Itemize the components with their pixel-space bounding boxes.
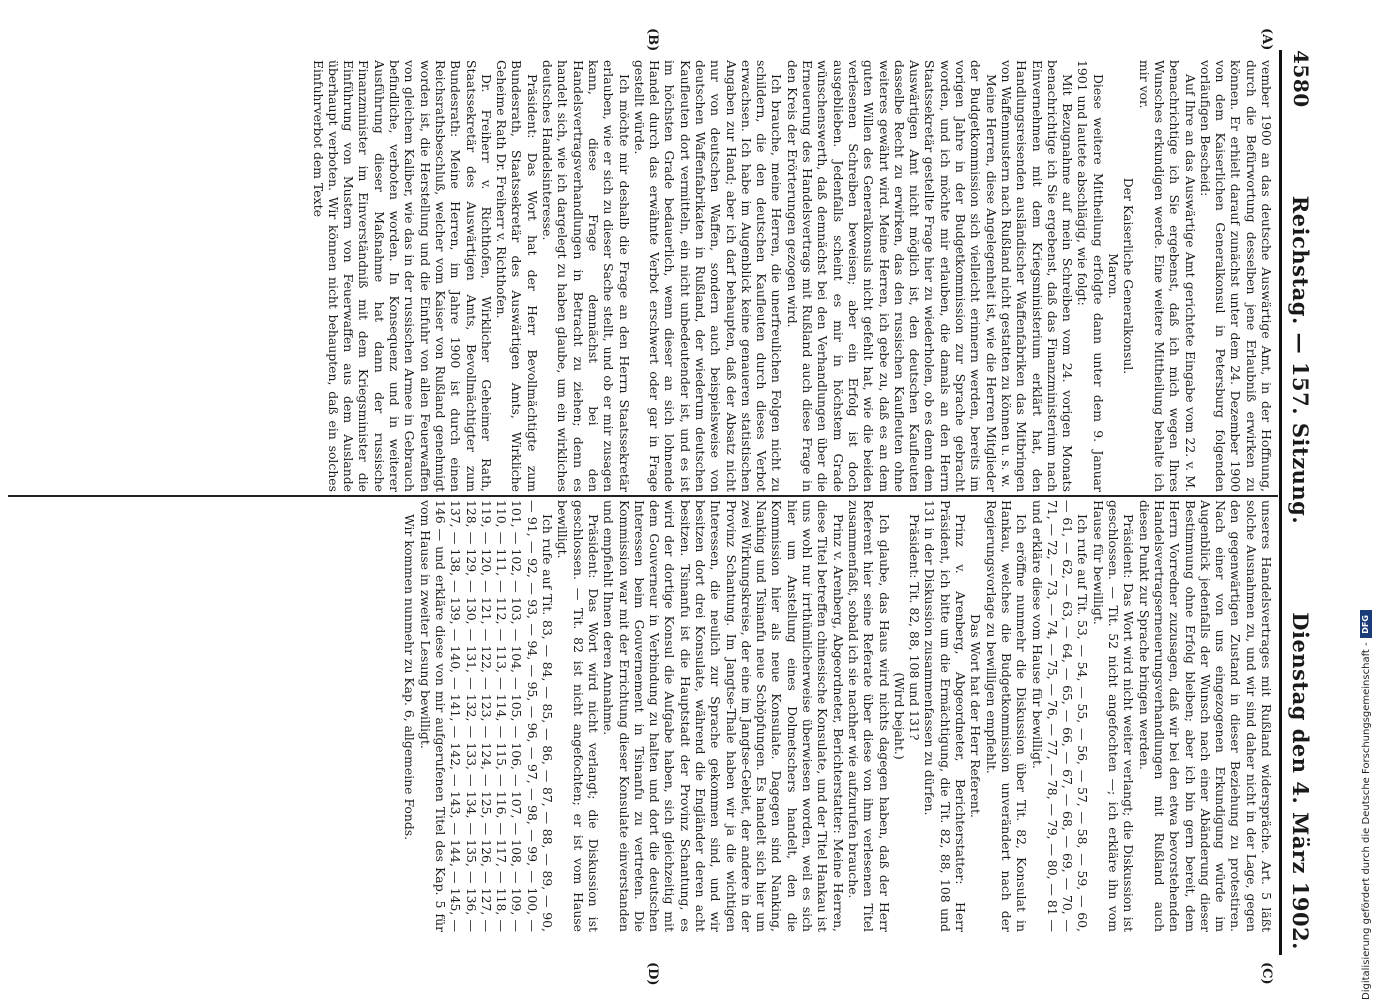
paragraph: Mit Bezugnahme auf mein Schreiben vom 24. vorigen Monats benachrichtige ich Sie ergebenst, daß das Finanzministerium nach Einvernehmen mit dem Kriegsministerium erklärt hat, den Handlungsreisenden ausländischer Waffenfabriken das Mitbringen von Waffenmustern nach Rußland nicht gestatten zu können u. s. w.	[998, 60, 1076, 492]
paragraph: Das Wort hat der Herr Referent.	[968, 614, 984, 818]
paragraph: Ich glaube, das Haus wird nichts dagegen haben, daß der Herr Referent hier seine Referate über diese von ihm verlesenen Titel zusammenfaßt, sobald ich sie nachher wie aufzurufen brauche.	[845, 500, 892, 932]
session-title: Reichstag. — 157. Sitzung.	[1288, 195, 1314, 525]
digitization-credit	[1360, 610, 1372, 1000]
paragraph: Diese weitere Mittheilung erfolgte dann unter dem 9. Januar 1901 und lautete abschlägig, wie folgt:	[1075, 60, 1106, 492]
paragraph: (Wird bejaht.)	[891, 672, 907, 760]
signature-title: Der Kaiserliche Generalkonsul.	[1121, 177, 1137, 375]
session-date: Dienstag den 4. März 1902.	[1288, 612, 1314, 950]
column-divider	[8, 495, 1278, 497]
paragraph: Präsident: Das Wort wird nicht verlangt; die Diskussion ist geschlossen. — Tit. 82 ist nicht angefochten; er ist vom Hause bewilligt.	[555, 500, 601, 932]
paragraph: Dr. Freiherr v. Richthofen, Wirklicher Geheimer Rath, Staatssekretär des Auswärtigen Amts, Bevollmächtigter zum Bundesrath: Meine Herren, im Jahre 1900 ist durch einen Reichsrathsbeschluß, welcher vom Kaiser von Rußland genehmigt worden ist, die Herstellung und die Einfuhr von allen Feuerwaffen von gleichem Kaliber, wie das in der russischen Armee in Gebrauch befindliche, verboten worden. In Konsequenz und in weiterer Ausführung dieser Maßnahme hat dann der russische Finanzminister im Einverständniß mit dem Kriegsminister die Einführung von Mustern von Feuerwaffen aus dem Auslande überhaupt verboten. Wir können nicht behaupten, daß ein solches Einfuhrverbot dem Texte	[310, 60, 494, 492]
right-column	[12, 500, 1274, 932]
paragraph: Ich möchte mir deshalb die Frage an den Herrn Staatssekretär erlauben, wie er sich zu dieser Sache stellt, und ob er mir zusagen kann, diese Frage demnächst bei den Handelsvertragsverhandlungen in Betracht zu ziehen; denn es handelt sich, wie ich dargelegt zu haben glaube, um ein wirkliches deutsches Handelsinteresse.	[540, 60, 632, 492]
page-number: 4580	[1289, 50, 1313, 108]
credit-text: Digitalisierung gefördert durch die Deutsche Forschungsgemeinschaft -	[1360, 642, 1372, 1000]
paragraph: Prinz v. Arenberg, Abgeordneter, Berichterstatter: Herr Präsident, ich bitte um die Ermächtigung, die Tit. 82, 88, 108 und 131 in der Diskussion zusammenfassen zu dürfen.	[922, 500, 969, 932]
paragraph: Ich brauche, meine Herren, die unerfreulichen Folgen nicht zu schildern, die den deutschen Kaufleuten durch dieses Verbot erwachsen. Ich habe im Augenblick keine genaueren statistischen Angaben zur Hand; aber ich darf behaupten, daß der Absatz nicht nur von deutschen Waffen, sondern auch beispielsweise von deutschen Waffenfabrikaten in Rußland, der wiederum deutschen Kaufleuten dort vermitteln, ein nicht unbedeutender ist, und es ist im höchsten Grade bedauerlich, wenn dieser an sich lohnende Handel durch das erwähnte Verbot erschwert oder gar in Frage gestellt würde.	[631, 60, 785, 492]
paragraph: Ich rufe auf Tit. 83, — 84, — 85, — 86, — 87, — 88, — 89, — 90, — 91, — 92, — 93, — 94, — 95, — 96, — 97, — 98, — 99, — 100, — 101, — 102, — 103, — 104, — 105, — 106, — 107, — 108, — 109, — 110, — 111, — 112, — 113, — 114, — 115, — 116, — 117, — 118, — 119, — 120, — 121, — 122, — 123, — 124, — 125, — 126, — 127, — 128, — 129, — 130, — 131, — 132, — 133, — 134, — 135, — 136, — 137, — 138, — 139, — 140, — 141, — 142, — 143, — 144, — 145, — 146 — und erkläre diese von mir aufgerufenen Titel des Kap. 5 für vom Hause in zweiter Lesung bewilligt.	[417, 500, 556, 932]
margin-mark-a: (A)	[1259, 28, 1274, 51]
paragraph: Prinz v. Arenberg, Abgeordneter, Berichterstatter: Meine Herren, diese Titel betreffen chinesische Konsulate, und der Titel Hankau ist uns wohl nur irrthümlicherweise überwiesen worden, weil es sich hier um Anstellung eines Dolmetschers handelt, den die Kommission hier als neue Konsulate. Dagegen sind Nanking, Nanking und Tsinanfu neue Schöpfungen. Es handelt sich hier um zwei Wirkungskreise, der eine im Jangtse-Gebiet, der andere in der Provinz Schantung. Im Jangtse-Thale haben wir ja die wichtigen Interessen, die neulich zur Sprache gekommen sind, und wir besitzen dort drei Konsulate, während die Engländer deren acht besitzen. Tsinanfu ist die Hauptstadt der Provinz Schantung, es wird der dortige Konsul die Aufgabe haben, sich gleichzeitig mit dem Gouverneur in Verbindung zu halten und dort die deutschen Interessen beim Gouvernement in Tsinanfu zu vertreten. Die Kommission war mit der Errichtung dieser Konsulate einverstanden und empfiehlt Ihnen deren Annahme.	[601, 500, 846, 932]
paragraph: unseres Handelsvertrages mit Rußland widerspräche. Art. 5 läßt solche Ausnahmen zu, und wir sind daher nicht in der Lage, gegen den gegenwärtigen Zustand in dieser Beziehung zu protestiren. Nach einer von uns eingezogenen Erkundigung würde im Augenblick jedenfalls der Wunsch nach einer Abänderung dieser Bestimmung ohne Erfolg bleiben; aber ich bin gern bereit, dem Herrn Vorredner zuzusagen, daß wir bei den etwa bevorstehenden Handelsvertragserneuerungsverhandlungen mit Rußland auch diesen Punkt zur Sprache bringen werden.	[1136, 500, 1274, 932]
dfg-logo-icon: DFG	[1360, 610, 1372, 638]
paragraph: Wir kommen nunmehr zu Kap. 6, allgemeine Fonds.	[402, 514, 418, 841]
paragraph: vember 1900 an das deutsche Auswärtige Amt, in der Hoffnung, durch die Befürwortung desselben jene Erlaubniß erwirken zu können. Er erhielt darauf zunächst unter dem 24. Dezember 1900 von dem Kaiserlichen Generalkonsul in Petersburg folgenden vorläufigen Bescheid:	[1197, 60, 1274, 492]
paragraph: Meine Herren, diese Angelegenheit ist, wie die Herren Mitglieder der Budgetkommission sich vielleicht erinnern werden, bereits im vorigen Jahre in der Budgetkommission zur Sprache gebracht worden, und ich möchte mir erlauben, die damals an den Herrn Staatssekretär gestellte Frage hier zu wiederholen, ob es denn dem Auswärtigen Amt nicht möglich ist, den deutschen Kaufleuten dasselbe Recht zu erwirken, das den russischen Kaufleuten ohne weiteres gewährt wird. Meine Herren, ich gebe zu, daß es an dem guten Willen des Generalkonsuls nicht gefehlt hat, wie die beiden verlesenen Schreiben beweisen; aber ein Erfolg ist doch ausgeblieben. Jedenfalls scheint es mir in höchstem Grade wünschenswerth, daß demnächst bei den Verhandlungen über die Erneuerung des Handelsvertrags mit Rußland auch diese Frage in den Kreis der Erörterungen gezogen wird.	[784, 60, 999, 492]
margin-mark-b: (B)	[645, 28, 660, 52]
paragraph: Ich rufe auf Tit. 53, — 54, — 55, — 56, — 57, — 58, — 59, — 60, — 61, — 62, — 63, — 64, — 65, — 66, — 67, — 68, — 69, — 70, — 71, — 72, — 73, — 74, — 75, — 76, — 77, — 78, — 79, — 80, — 81 — und erkläre diese vom Hause für bewilligt.	[1029, 500, 1091, 932]
running-header	[1284, 50, 1318, 950]
margin-mark-c: (C)	[1259, 962, 1274, 985]
paragraph: Auf Ihre an das Auswärtige Amt gerichtete Eingabe vom 22. v. M. benachrichtige ich Sie ergebenst, daß ich mich wegen Ihres Wunsches erkundigen werde. Eine weitere Mittheilung behalte ich mir vor.	[1136, 60, 1198, 492]
margin-mark-d: (D)	[645, 962, 660, 986]
paragraph: Präsident: Das Wort wird nicht weiter verlangt; die Diskussion ist geschlossen. — Tit. 52 nicht angefochten —; ich erkläre ihn vom Hause für bewilligt.	[1090, 500, 1137, 932]
paragraph: Ich eröffne nunmehr die Diskussion über Tit. 82, Konsulat in Hankau, welches die Budgetkommission unverändert nach der Regierungsvorlage zu bewilligen empfiehlt.	[983, 500, 1030, 932]
signature-name: Maron.	[1106, 253, 1122, 299]
header-rule	[1279, 50, 1282, 955]
left-column	[12, 60, 1274, 492]
paragraph: Präsident: Tit. 82, 88, 108 und 131?	[907, 514, 923, 741]
paragraph: Präsident: Das Wort hat der Herr Bevollmächtigte zum Bundesrath, Staatssekretär des Auswärtigen Amts, Wirkliche Geheime Rath Dr. Freiherr v. Richthofen.	[494, 60, 540, 492]
